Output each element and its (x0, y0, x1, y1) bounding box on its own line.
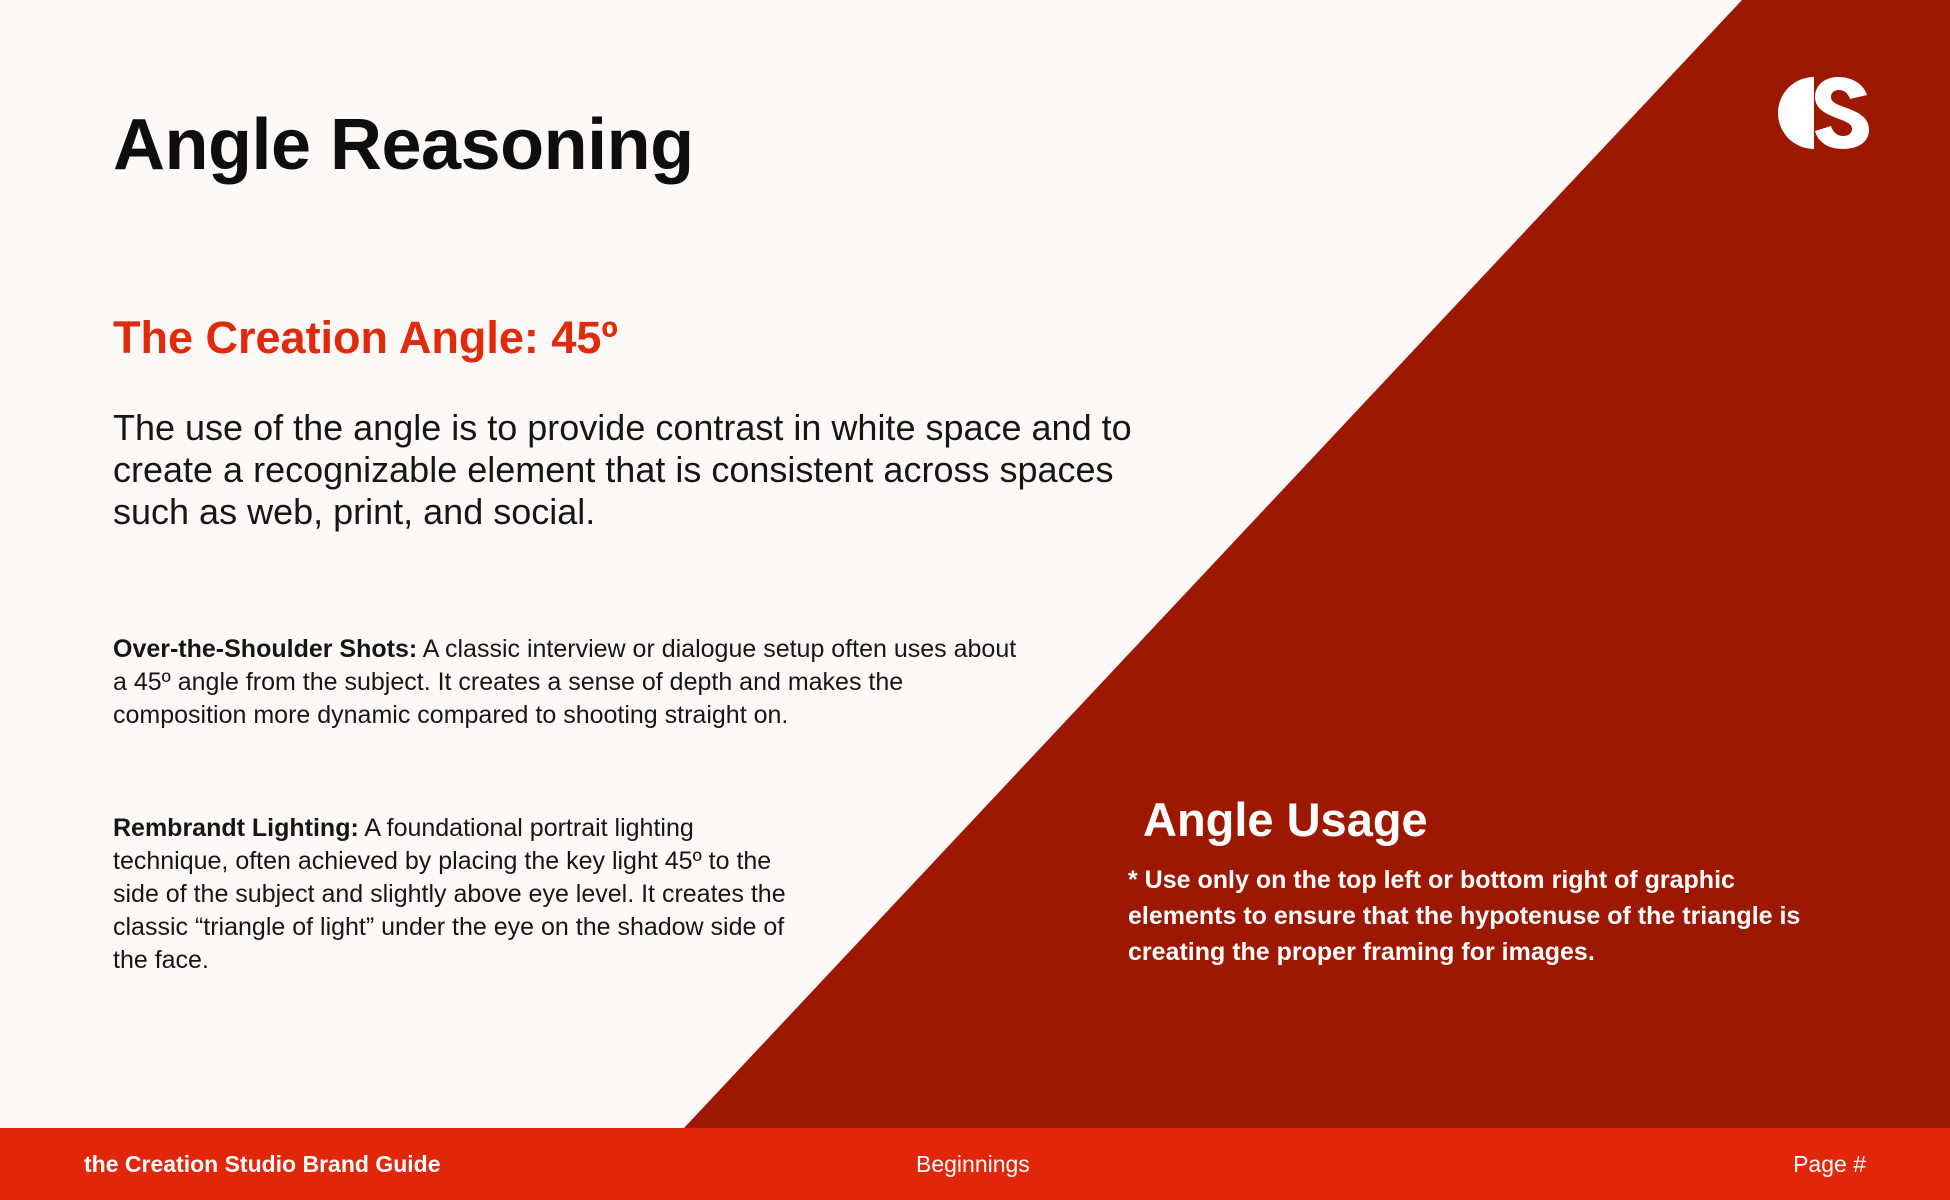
page-title: Angle Reasoning (113, 105, 694, 185)
paragraph-lead: Rembrandt Lighting: (113, 814, 359, 842)
angle-usage-title: Angle Usage (1143, 793, 1428, 846)
rembrandt-lighting-paragraph (113, 812, 813, 977)
paragraph-lead: Over-the-Shoulder Shots: (113, 635, 418, 663)
angle-usage-note: * Use only on the top left or bottom right of graphic elements to ensure that the hypotenuse of the triangle is creating the proper framing for images. (1128, 866, 1801, 966)
section-title: The Creation Angle: 45º (113, 312, 618, 363)
footer-page-number: Page # (1793, 1151, 1866, 1177)
intro-paragraph: The use of the angle is to provide contrast in white space and to create a recognizable element that is consistent across spaces such as web, print, and social. (113, 407, 1132, 532)
paragraph-text: A classic interview or dialogue setup often uses about a 45º angle from the subject. It creates a sense of depth and makes the composition more dynamic compared to shooting straight on. (113, 635, 1017, 729)
footer-brand: the Creation Studio Brand Guide (84, 1151, 441, 1177)
paragraph-text: A foundational portrait lighting technique, often achieved by placing the key light 45º to the side of the subject and slightly above eye level. It creates the classic “triangle of light” under the eye on the shadow side of the face. (113, 814, 786, 974)
creation-studio-logo-icon (1778, 77, 1870, 149)
over-the-shoulder-paragraph (113, 633, 1033, 732)
footer-bar (0, 1128, 1950, 1200)
footer-section-name: Beginnings (916, 1151, 1030, 1177)
